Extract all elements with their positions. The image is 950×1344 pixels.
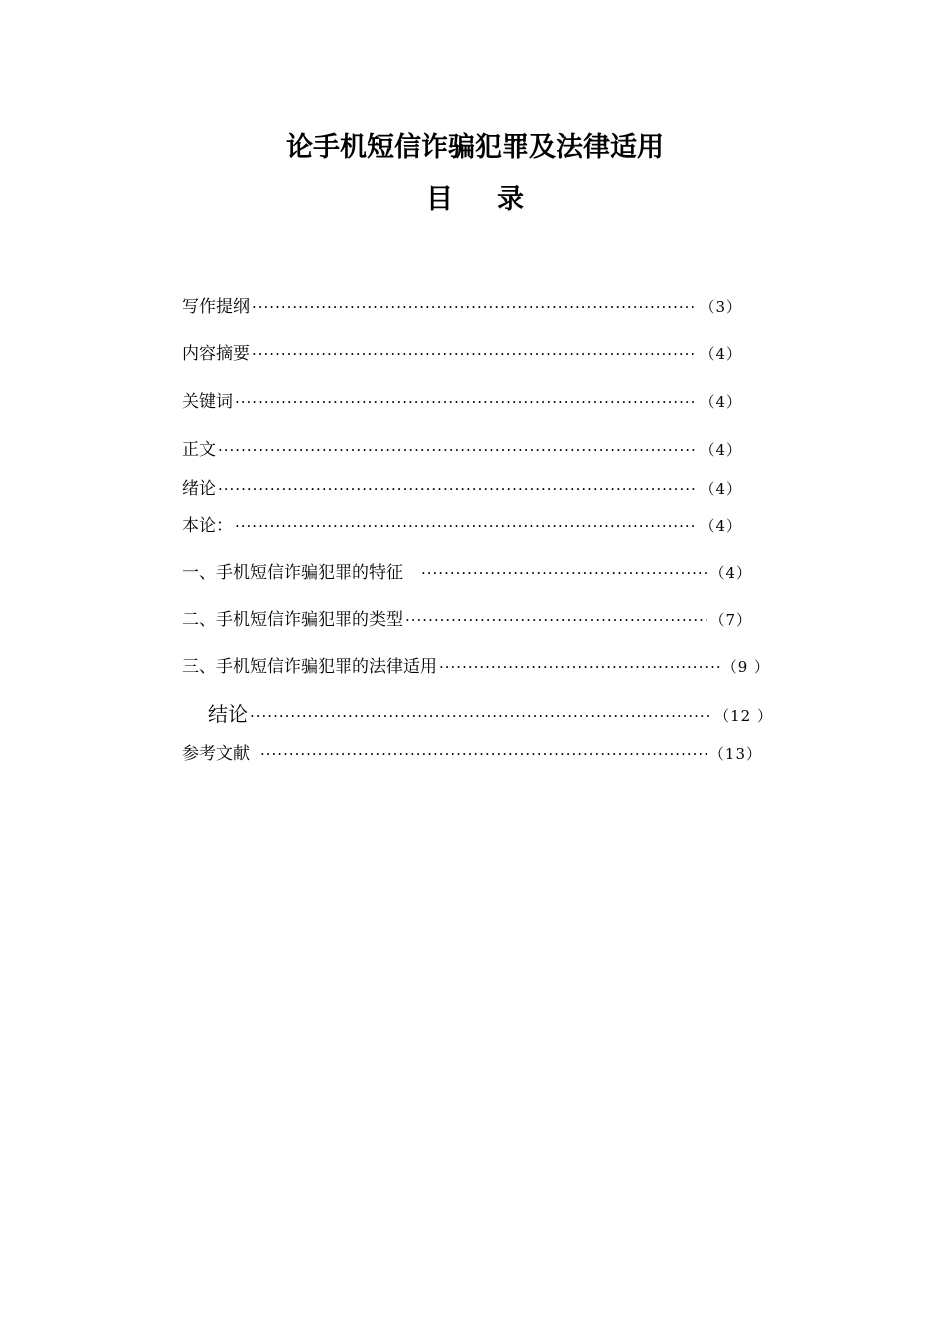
toc-entry-section-1[interactable] <box>182 561 752 585</box>
toc-entry-label: 一、手机短信诈骗犯罪的特征 <box>182 563 403 583</box>
toc-entry-section-2[interactable] <box>182 608 752 632</box>
toc-entry-page: （4） <box>699 345 742 363</box>
toc-entry-page: （4） <box>699 480 742 498</box>
toc-entry-label: 绪论 <box>182 479 216 499</box>
toc-entry-label: 二、手机短信诈骗犯罪的类型 <box>182 610 403 630</box>
toc-entry-label: 结论 <box>208 702 248 726</box>
toc-entry-page: （4） <box>699 393 742 411</box>
toc-heading-char: 目 <box>426 184 453 215</box>
toc-entry-main-discussion[interactable] <box>182 514 742 538</box>
toc-leader <box>218 438 697 462</box>
toc-entry-page: （4） <box>699 517 742 535</box>
toc-entry-label: 关键词 <box>182 392 233 412</box>
toc-entry-section-3[interactable] <box>182 655 770 679</box>
toc-leader <box>405 608 707 632</box>
toc-entry-page: （3） <box>699 298 742 316</box>
toc-entry-page: （7） <box>709 611 752 629</box>
toc-entry-label: 正文 <box>182 440 216 460</box>
toc-leader <box>235 390 697 414</box>
toc-leader <box>218 477 697 501</box>
toc-entry-page: （12 ） <box>714 707 773 725</box>
toc-entry-introduction[interactable] <box>182 477 742 501</box>
toc-leader <box>250 704 712 728</box>
toc-entry-page: （9 ） <box>721 658 770 676</box>
toc-entry-label: 参考文献 <box>182 744 250 764</box>
toc-leader <box>439 655 720 679</box>
toc-entry-label: 内容摘要 <box>182 344 250 364</box>
toc-entry-label: 三、手机短信诈骗犯罪的法律适用 <box>182 657 437 677</box>
toc-leader <box>421 561 707 585</box>
toc-entry-page: （4） <box>709 564 752 582</box>
toc-leader <box>235 514 697 538</box>
toc-entry-keywords[interactable] <box>182 390 742 414</box>
toc-heading <box>0 180 950 220</box>
toc-entry-page: （13） <box>708 745 762 763</box>
document-title: 论手机短信诈骗犯罪及法律适用 <box>286 132 664 163</box>
toc-entry-body[interactable] <box>182 438 742 462</box>
toc-entry-conclusion[interactable] <box>208 702 773 728</box>
toc-heading-char: 录 <box>497 184 524 215</box>
toc-entry-label: 写作提纲 <box>182 297 250 317</box>
toc-entry-writing-outline[interactable] <box>182 295 742 319</box>
toc-entry-page: （4） <box>699 441 742 459</box>
toc-entry-label: 本论： <box>182 516 233 536</box>
toc-entry-references[interactable] <box>182 742 762 766</box>
toc-leader <box>252 295 697 319</box>
toc-leader <box>260 742 707 766</box>
toc-leader <box>252 342 697 366</box>
toc-entry-abstract[interactable] <box>182 342 742 366</box>
